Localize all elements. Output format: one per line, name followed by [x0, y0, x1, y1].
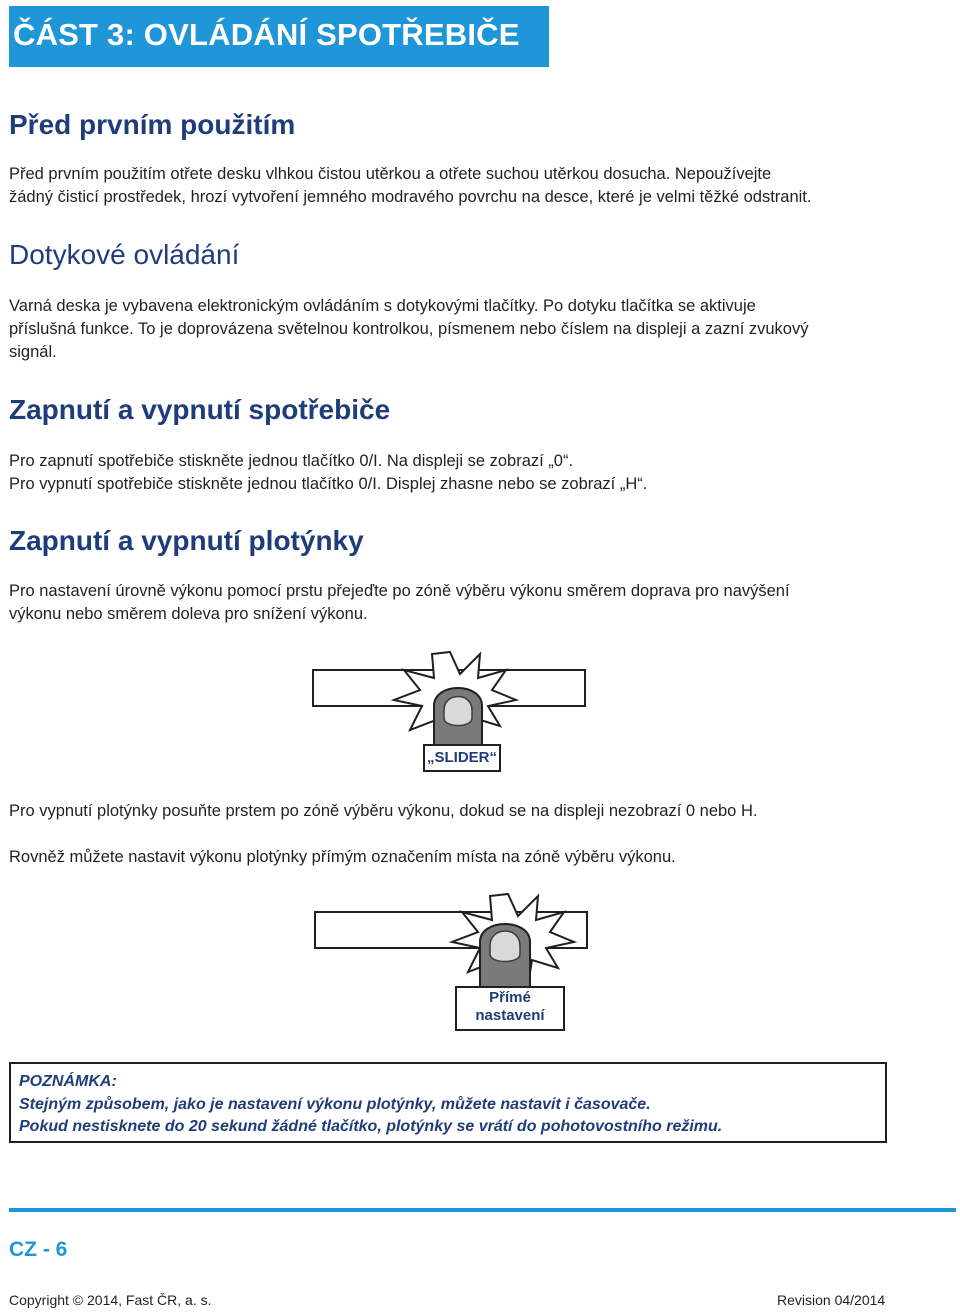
text-line: Pro vypnutí spotřebiče stiskněte jednou tlačítko 0/I. Displej zhasne nebo se zobrazí „H“. — [9, 475, 648, 493]
heading-before-first-use: Před prvním použitím — [9, 109, 296, 140]
fingernail-icon — [444, 697, 472, 726]
label-line: Přímé — [489, 989, 531, 1006]
paragraph-direct-setting — [9, 846, 889, 869]
direct-setting-label — [455, 986, 565, 1031]
label-line: nastavení — [475, 1007, 545, 1024]
section-title: ČÁST 3: OVLÁDÁNÍ SPOTŘEBIČE — [13, 17, 520, 52]
text-line: Před prvním použitím otřete desku vlhkou čistou utěrkou a otřete suchou utěrkou dosucha. Nepoužívejte — [9, 165, 772, 183]
heading-appliance-on-off: Zapnutí a vypnutí spotřebiče — [9, 394, 391, 425]
footer-divider — [9, 1208, 956, 1212]
paragraph-appliance-on-off — [9, 450, 889, 496]
heading-touch-control: Dotykové ovládání — [9, 239, 240, 270]
slider-label: „SLIDER“ — [423, 744, 501, 772]
heading-plate-on-off: Zapnutí a vypnutí plotýnky — [9, 525, 364, 556]
note-line: Stejným způsobem, jako je nastavení výkonu plotýnky, můžete nastavit i časovače. — [19, 1096, 651, 1113]
text-line: žádný čisticí prostředek, hrozí vytvoření jemného modravého povrchu na desce, které je velmi těžké odstranit. — [9, 188, 812, 206]
revision-text: Revision 04/2014 — [777, 1292, 886, 1308]
fingernail-icon — [490, 931, 520, 962]
text-line: Pro nastavení úrovně výkonu pomocí prstu přejeďte po zóně výběru výkonu směrem doprava pro navýšení — [9, 582, 790, 600]
paragraph-plate-on-off — [9, 580, 889, 626]
text-line: výkonu nebo směrem doleva pro snížení výkonu. — [9, 605, 368, 623]
text-line: Varná deska je vybavena elektronickým ovládáním s dotykovými tlačítky. Po dotyku tlačítka se aktivuje — [9, 297, 756, 315]
paragraph-touch-control — [9, 295, 889, 364]
page-number: CZ - 6 — [9, 1238, 68, 1261]
paragraph-before-first-use — [9, 163, 889, 209]
note-line: Pokud nestisknete do 20 sekund žádné tlačítko, plotýnky se vrátí do pohotovostního režimu. — [19, 1118, 723, 1135]
text-line: signál. — [9, 343, 57, 361]
paragraph-turn-off-plate — [9, 800, 889, 823]
copyright-text: Copyright © 2014, Fast ČR, a. s. — [9, 1292, 212, 1308]
text-line: Pro zapnutí spotřebiče stiskněte jednou tlačítko 0/I. Na displeji se zobrazí „0“. — [9, 452, 574, 470]
text-line: příslušná funkce. To je doprovázena světelnou kontrolkou, písmenem nebo číslem na displeji a zazní zvukový — [9, 320, 809, 338]
note-title: POZNÁMKA: — [19, 1073, 117, 1090]
text-line: Pro vypnutí plotýnky posuňte prstem po zóně výběru výkonu, dokud se na displeji nezobrazí 0 nebo H. — [9, 802, 758, 820]
text-line: Rovněž můžete nastavit výkonu plotýnky přímým označením místa na zóně výběru výkonu. — [9, 848, 676, 866]
